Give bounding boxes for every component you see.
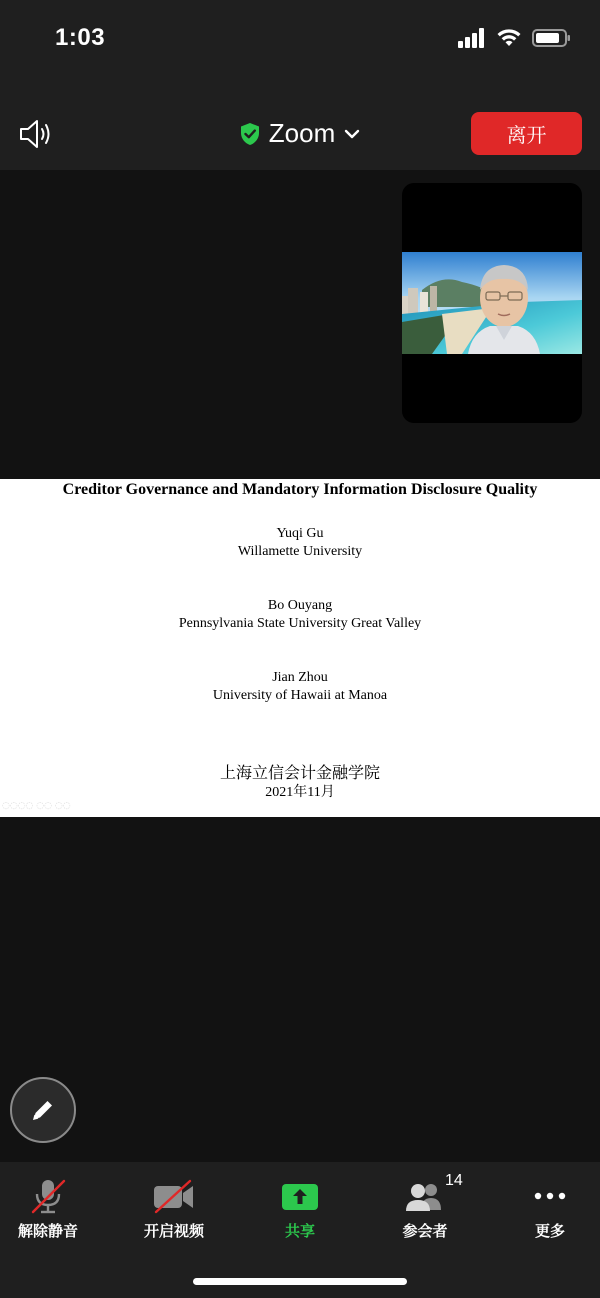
slide-title: Creditor Governance and Mandatory Information Disclosure Quality: [62, 481, 538, 498]
beach-background-image: [402, 252, 582, 354]
leave-button[interactable]: 离开: [471, 112, 582, 155]
status-time: 1:03: [55, 24, 106, 51]
wifi-icon: [496, 28, 522, 48]
home-indicator[interactable]: [193, 1278, 407, 1285]
participant-count-badge: 14: [445, 1172, 463, 1189]
start-video-label: 开启视频: [143, 1222, 204, 1240]
author-affiliation: University of Hawaii at Manoa: [212, 688, 388, 703]
shield-check-icon: [239, 122, 261, 146]
author-name: Jian Zhou: [272, 670, 328, 685]
slide-institution: 上海立信会计金融学院: [219, 763, 380, 782]
status-icons: [458, 28, 572, 48]
author-name: Yuqi Gu: [276, 526, 324, 541]
participant-video: [402, 252, 582, 354]
chevron-down-icon: [343, 128, 361, 140]
more-dots-icon: [530, 1178, 570, 1214]
participants-icon: [403, 1178, 447, 1214]
meeting-main-area: [0, 170, 600, 1162]
self-video-tile[interactable]: [402, 183, 582, 423]
more-button[interactable]: [495, 1178, 600, 1241]
author-name: Bo Ouyang: [267, 598, 333, 613]
status-bar: [0, 0, 600, 80]
share-screen-icon: [281, 1178, 319, 1214]
participants-label: 参会者: [402, 1222, 448, 1240]
share-label: 共享: [284, 1222, 315, 1240]
slide-watermark: ◌◌◌◌ ◌◌ ◌◌: [2, 801, 71, 811]
slide-date: 2021年11月: [265, 785, 335, 800]
battery-icon: [532, 28, 572, 48]
annotate-button[interactable]: [10, 1077, 76, 1143]
meeting-header: [0, 80, 600, 170]
unmute-button[interactable]: [0, 1178, 103, 1241]
microphone-muted-icon: [28, 1178, 68, 1214]
meeting-title: Zoom: [268, 118, 336, 148]
participants-button[interactable]: [370, 1172, 480, 1241]
more-label: 更多: [534, 1222, 565, 1240]
start-video-button[interactable]: [119, 1178, 229, 1241]
unmute-label: 解除静音: [17, 1222, 78, 1240]
author-affiliation: Pennsylvania State University Great Valley: [178, 616, 422, 631]
pencil-icon: [29, 1096, 57, 1124]
video-off-icon: [152, 1178, 196, 1214]
share-button[interactable]: [245, 1178, 355, 1241]
cellular-signal-icon: [458, 28, 486, 48]
shared-screen-slide: [0, 479, 600, 817]
author-affiliation: Willamette University: [237, 544, 363, 559]
